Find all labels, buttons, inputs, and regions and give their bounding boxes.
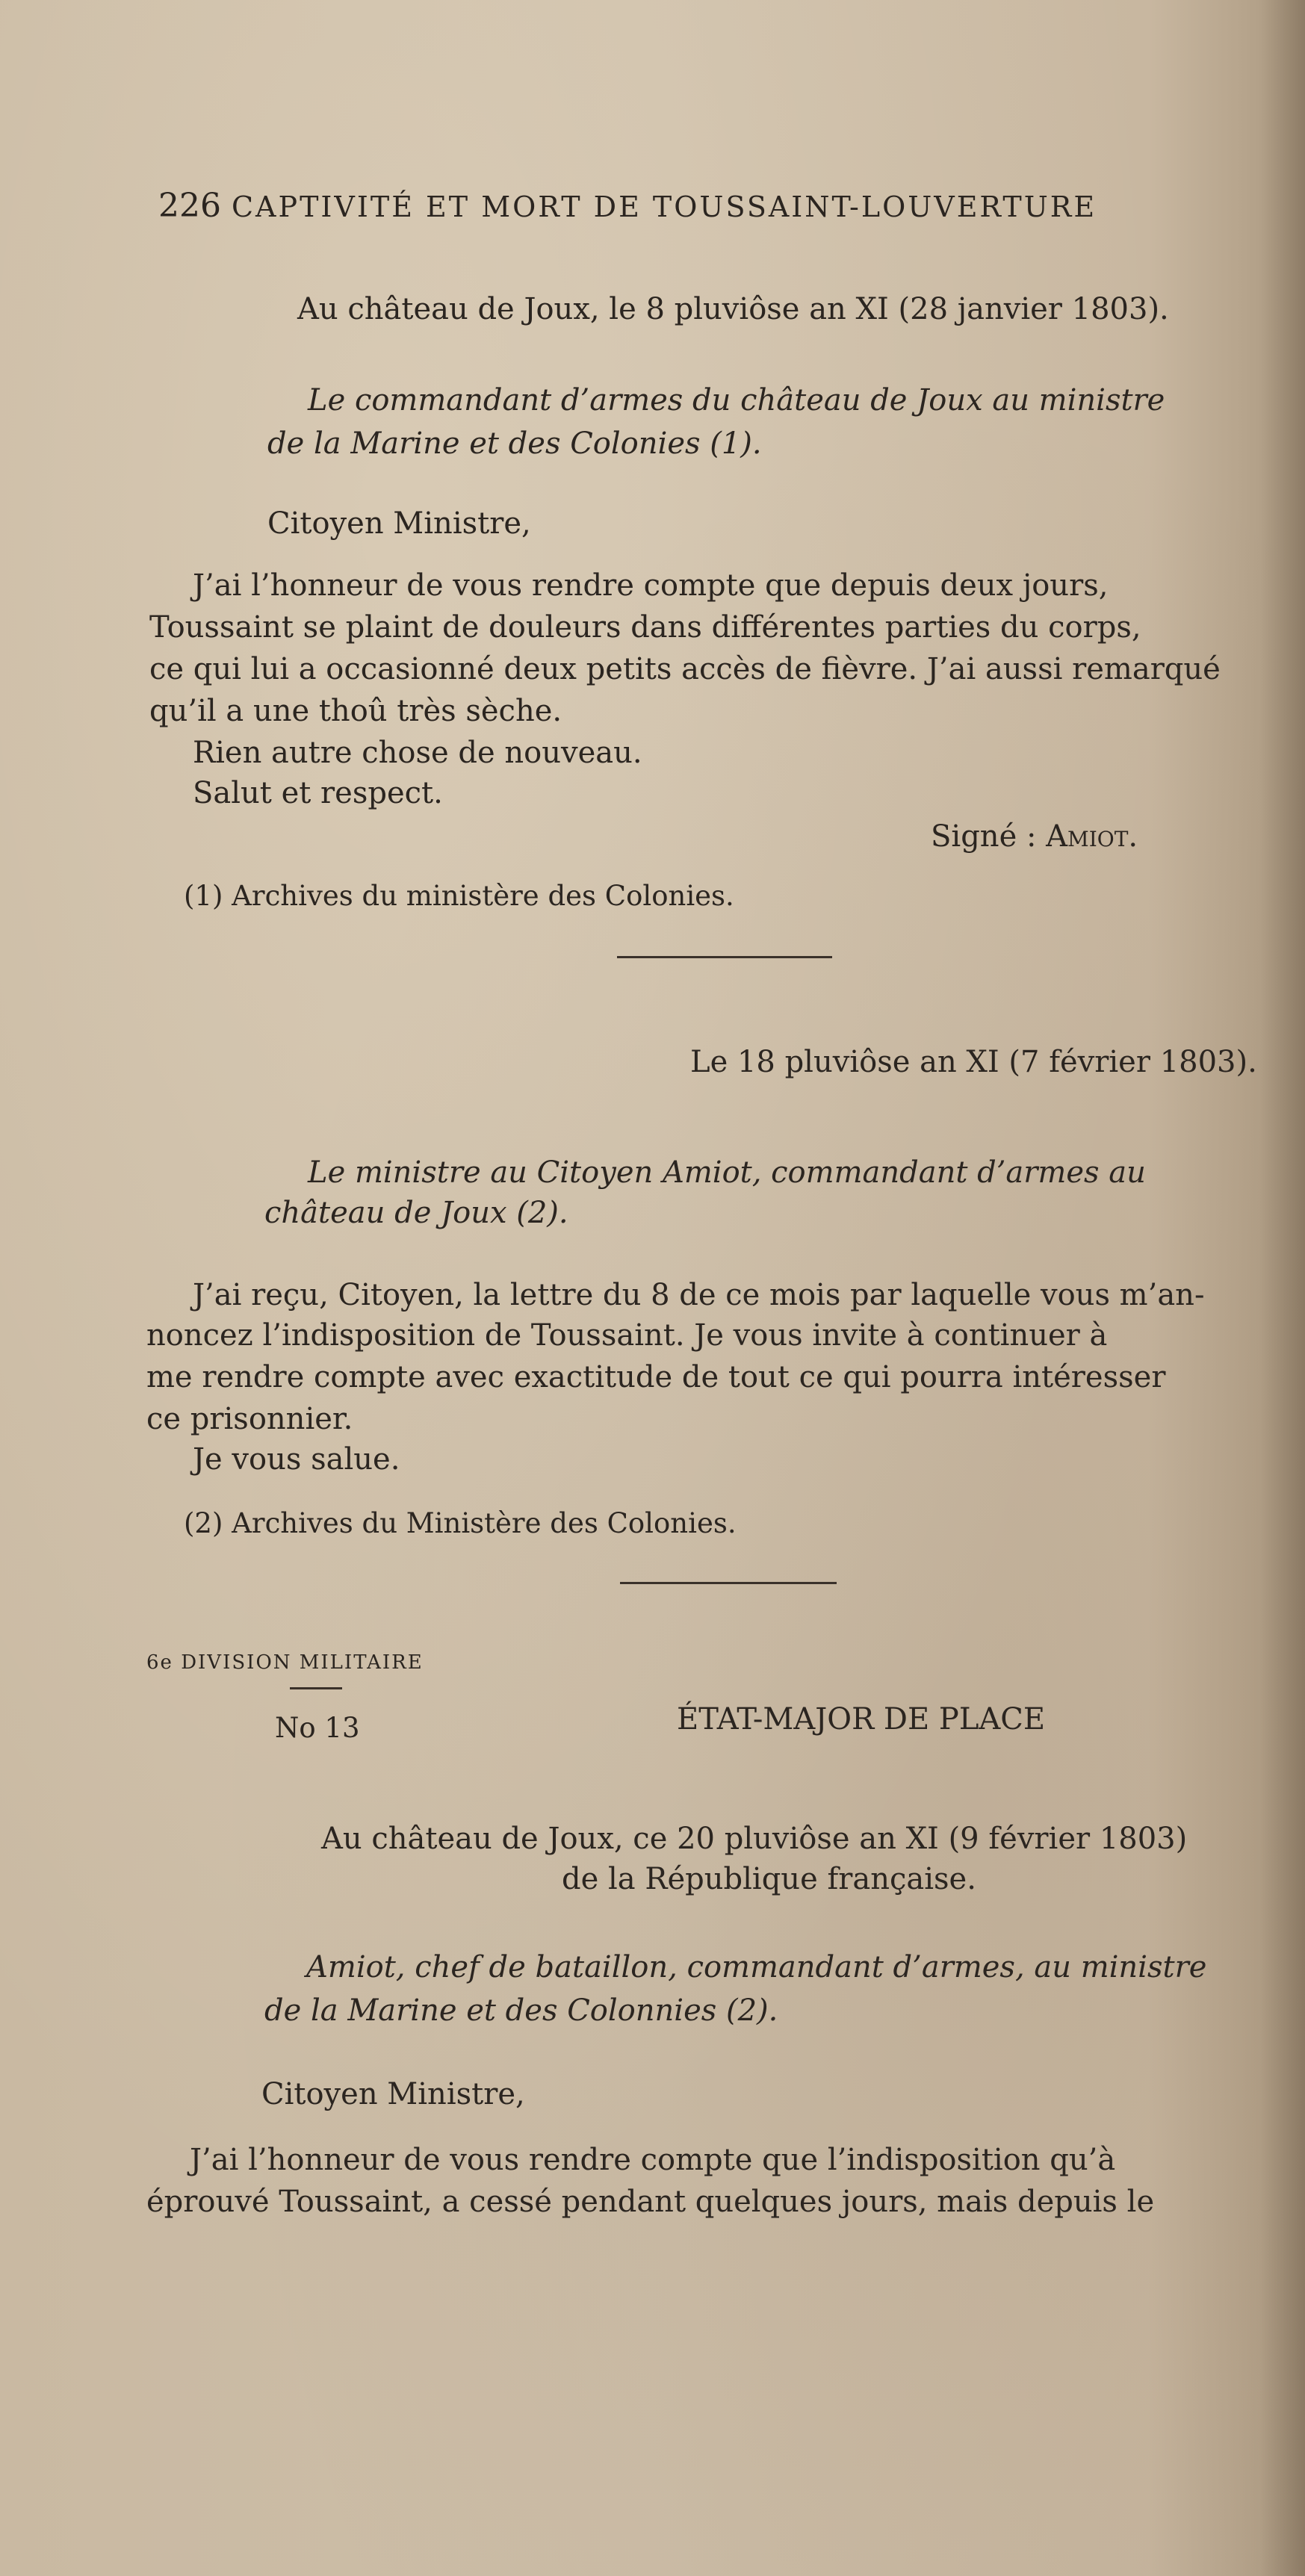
page-edge-shadow <box>1260 0 1305 2576</box>
letter3-salutation: Citoyen Ministre, <box>261 2077 525 2111</box>
letter3-dateline-line-1: Au château de Joux, ce 20 pluviôse an XI (9 février 1803) <box>321 1822 1188 1856</box>
letter1-address-line-2: de la Marine et des Colonies (1). <box>267 426 762 461</box>
letter3-body-line-2: éprouvé Toussaint, a cessé pendant quelques jours, mais depuis le <box>146 2185 1155 2219</box>
letter3-address-line-1: Amiot, chef de bataillon, commandant d’armes, au ministre <box>306 1950 1207 1984</box>
letter1-body-line-4: qu’il a une thoû très sèche. <box>149 694 562 728</box>
page-number: 226 <box>158 187 221 225</box>
letter1-body-line-2: Toussaint se plaint de douleurs dans différentes parties du corps, <box>149 610 1141 645</box>
letter1-footnote: (1) Archives du ministère des Colonies. <box>184 880 734 912</box>
letter2-body-line-2: noncez l’indisposition de Toussaint. Je vous invite à continuer à <box>146 1318 1108 1353</box>
letter1-body-line-1: J’ai l’honneur de vous rendre compte que depuis deux jours, <box>193 568 1109 603</box>
signature-prefix: Signé : <box>931 819 1047 854</box>
letter3-body-line-1: J’ai l’honneur de vous rendre compte que l’indisposition qu’à <box>190 2143 1116 2177</box>
letter1-dateline: Au château de Joux, le 8 pluviôse an XI (28 janvier 1803). <box>297 292 1169 326</box>
letter1-salutation: Citoyen Ministre, <box>267 506 531 541</box>
letter1-address-line-1: Le commandant d’armes du château de Joux au ministre <box>308 383 1165 418</box>
running-title: CAPTIVITÉ ET MORT DE TOUSSAINT-LOUVERTURE <box>231 190 1097 223</box>
division-label: 6e DIVISION MILITAIRE <box>146 1651 424 1674</box>
letter1-body-line-6: Salut et respect. <box>193 776 443 810</box>
letter1-body-line-3: ce qui lui a occasionné deux petits accès de fièvre. J’ai aussi remarqué <box>149 652 1221 686</box>
letter2-body-line-3: me rendre compte avec exactitude de tout ce qui pourra intéresser <box>146 1360 1166 1394</box>
letter2-footnote: (2) Archives du Ministère des Colonies. <box>184 1507 737 1539</box>
letter1-body-line-5: Rien autre chose de nouveau. <box>193 736 642 770</box>
letter2-body-line-5: Je vous salue. <box>193 1442 400 1477</box>
letter3-address-line-2: de la Marine et des Colonnies (2). <box>264 1993 778 2028</box>
separator-rule <box>620 1582 837 1584</box>
letter3-number: No 13 <box>275 1712 360 1744</box>
running-header <box>158 187 1097 226</box>
letter2-body-line-1: J’ai reçu, Citoyen, la lettre du 8 de ce mois par laquelle vous m’an- <box>193 1278 1205 1312</box>
letter1-signature <box>931 817 1138 856</box>
letter3-heading: ÉTAT-MAJOR DE PLACE <box>677 1702 1046 1737</box>
letter2-address-line-2: château de Joux (2). <box>264 1196 568 1230</box>
letter2-body-line-4: ce prisonnier. <box>146 1402 353 1436</box>
letter2-dateline: Le 18 pluviôse an XI (7 février 1803). <box>690 1045 1257 1079</box>
division-underline <box>290 1687 342 1689</box>
letter2-address-line-1: Le ministre au Citoyen Amiot, commandant d’armes au <box>308 1155 1146 1190</box>
separator-rule <box>617 956 832 958</box>
signature-name: Amiot. <box>1046 819 1138 854</box>
letter3-dateline-line-2: de la République française. <box>562 1862 976 1896</box>
